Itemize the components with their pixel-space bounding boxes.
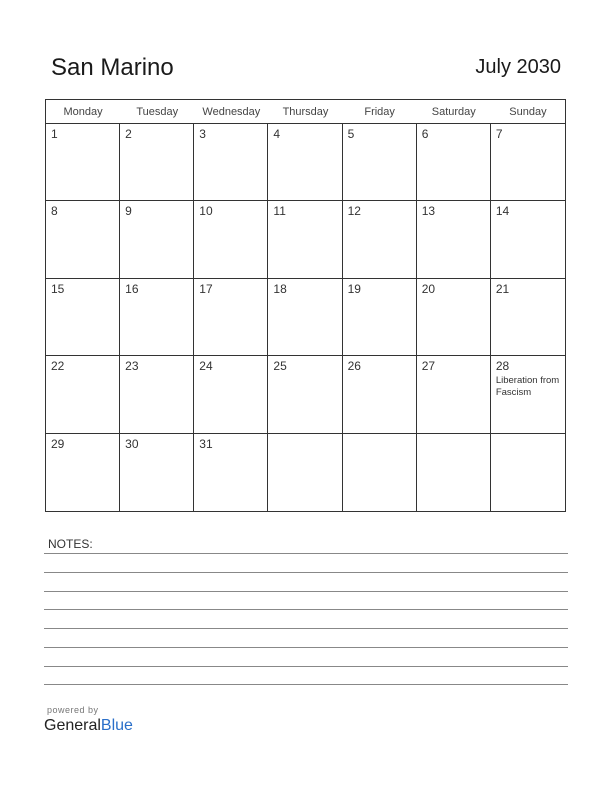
notes-line bbox=[44, 684, 568, 685]
day-number: 7 bbox=[495, 127, 503, 141]
day-cell bbox=[194, 201, 268, 278]
notes-line bbox=[44, 609, 568, 610]
weekday-header: Wednesday bbox=[194, 100, 268, 124]
day-cell bbox=[343, 434, 417, 511]
weekday-header: Thursday bbox=[268, 100, 342, 124]
day-cell bbox=[268, 201, 342, 278]
day-cell bbox=[120, 124, 194, 201]
day-number: 23 bbox=[125, 359, 139, 374]
weekday-header: Monday bbox=[46, 100, 120, 124]
day-number: 14 bbox=[495, 204, 510, 219]
day-cell bbox=[268, 434, 342, 511]
day-cell bbox=[491, 279, 565, 356]
day-number: 10 bbox=[199, 204, 213, 219]
brand-general: General bbox=[44, 717, 101, 734]
day-cell bbox=[417, 279, 491, 356]
day-cell bbox=[343, 201, 417, 278]
day-number: 12 bbox=[347, 204, 361, 219]
notes-line bbox=[44, 628, 568, 629]
day-number: 4 bbox=[273, 127, 281, 141]
day-cell bbox=[343, 356, 417, 433]
day-cell bbox=[491, 124, 565, 201]
day-cell bbox=[46, 279, 120, 356]
day-number: 31 bbox=[199, 436, 213, 451]
day-cell bbox=[120, 356, 194, 433]
day-number: 1 bbox=[51, 127, 58, 141]
day-number: 22 bbox=[51, 359, 65, 374]
day-number: 25 bbox=[273, 359, 287, 374]
day-number: 9 bbox=[125, 204, 132, 219]
day-cell bbox=[120, 434, 194, 511]
weekday-header: Tuesday bbox=[120, 100, 194, 124]
notes-label: NOTES: bbox=[48, 537, 93, 551]
day-number: 3 bbox=[199, 127, 206, 141]
day-number: 24 bbox=[199, 359, 213, 374]
notes-line bbox=[44, 553, 568, 554]
day-number: 30 bbox=[125, 436, 139, 451]
day-cell bbox=[120, 201, 194, 278]
day-cell bbox=[120, 279, 194, 356]
day-number: 26 bbox=[347, 359, 361, 374]
day-cell bbox=[417, 356, 491, 433]
generalblue-logo bbox=[44, 717, 133, 735]
holiday-event: Liberation from Fascism bbox=[495, 375, 560, 399]
day-number: 5 bbox=[347, 127, 355, 141]
day-cell bbox=[46, 124, 120, 201]
day-number: 19 bbox=[347, 281, 361, 296]
day-number: 18 bbox=[273, 281, 287, 296]
day-cell bbox=[491, 201, 565, 278]
weekday-header: Saturday bbox=[417, 100, 491, 124]
day-cell bbox=[268, 124, 342, 201]
day-number: 16 bbox=[125, 281, 139, 296]
day-number: 28 bbox=[495, 359, 510, 374]
day-cell bbox=[194, 356, 268, 433]
day-cell bbox=[194, 434, 268, 511]
day-number: 2 bbox=[125, 127, 132, 141]
day-number: 15 bbox=[51, 281, 65, 296]
day-cell bbox=[343, 124, 417, 201]
notes-line bbox=[44, 572, 568, 573]
day-cell bbox=[268, 279, 342, 356]
powered-by-text: powered by bbox=[47, 705, 99, 715]
day-number: 20 bbox=[421, 281, 436, 296]
day-cell bbox=[491, 434, 565, 511]
day-number: 17 bbox=[199, 281, 213, 296]
day-number: 11 bbox=[273, 204, 286, 219]
calendar-month-title: July 2030 bbox=[475, 56, 561, 78]
day-cell bbox=[46, 434, 120, 511]
day-cell bbox=[417, 434, 491, 511]
day-number: 21 bbox=[495, 281, 510, 296]
day-cell bbox=[491, 356, 565, 433]
calendar-country-title: San Marino bbox=[51, 54, 174, 81]
calendar-grid bbox=[45, 99, 566, 512]
weekday-header: Friday bbox=[343, 100, 417, 124]
notes-line bbox=[44, 647, 568, 648]
weekday-header: Sunday bbox=[491, 100, 565, 124]
day-cell bbox=[417, 201, 491, 278]
day-cell bbox=[194, 279, 268, 356]
day-cell bbox=[268, 356, 342, 433]
day-number: 8 bbox=[51, 204, 58, 219]
day-number: 29 bbox=[51, 436, 65, 451]
notes-line bbox=[44, 666, 568, 667]
day-cell bbox=[194, 124, 268, 201]
day-number: 13 bbox=[421, 204, 436, 219]
brand-blue: Blue bbox=[100, 717, 133, 734]
day-cell bbox=[343, 279, 417, 356]
day-cell bbox=[46, 356, 120, 433]
day-number: 6 bbox=[421, 127, 429, 141]
notes-line bbox=[44, 591, 568, 592]
day-number: 27 bbox=[421, 359, 436, 374]
day-cell bbox=[46, 201, 120, 278]
day-cell bbox=[417, 124, 491, 201]
